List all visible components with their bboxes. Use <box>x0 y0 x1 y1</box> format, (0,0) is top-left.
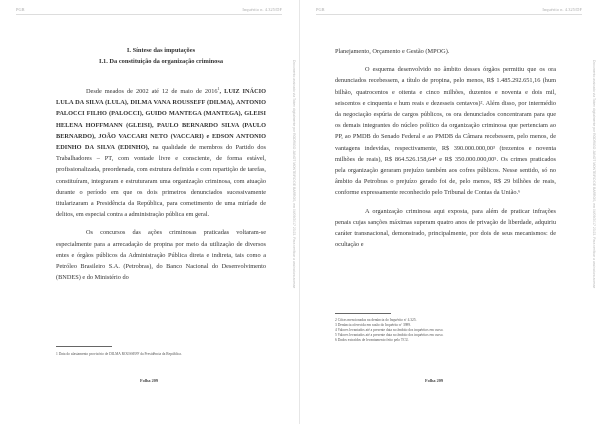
margin-note-text: Documento assinado via Token digitalmente por RODRIGO JANOT MONTEIRO DE BARROS, em 04/09/2017 23:23. Para verificar a assinatura acesse <box>292 60 296 289</box>
header-left: PGR <box>16 7 25 12</box>
paragraph-3: O esquema desenvolvido no âmbito desses órgãos permitiu que os ora denunciados recebessem, a título de propina, pelo menos, R$ 1.485.292.651,16 (hum bilhão, quatrocentos e oitenta e cinco milhões, duzentos e noventa e dois mil, seiscentos e cinquenta e hum reais e dezesseis centavos)². Além disso, por intermédio da negociação espúria de cargos públicos, os ora denunciados concentraram para que os demais integrantes do núcleo político da organização criminosa que pertenciam ao PP, ao PMDB do Senado Federal e ao PMDB da Câmara recebessem, pelo menos, de vantagens indevidas, respectivamente, R$ 390.000.000,00³ (trezentos e noventa milhões de reais), R$ 864.526.158,64⁴ e R$ 350.000.000,00⁵. Os crimes praticados pela organização geraram prejuízo também aos cofres públicos. Nesse sentido, só no âmbito da Petrobras o prejuízo gerado foi de, pelo menos, R$ 29 bilhões de reais, conforme expressamente reconhecido pelo Tribunal de Contas da União.⁶ <box>335 66 556 197</box>
footnote-ref-1[interactable]: 1 <box>217 85 220 91</box>
margin-note <box>287 60 297 360</box>
paragraph-4: A organização criminosa aqui exposta, para além de praticar infrações penais cujas sanções máximas superam quatro anos de privação de liberdade, adquiriu caráter transnacional, demonstrado, principalmente, por dois de seus mecanismos: de ocultação e <box>335 207 556 249</box>
footnotes <box>335 318 555 343</box>
footnote-2: 2 Cifras mencionadas na denúncia do Inquérito nº 4.325. <box>335 318 417 322</box>
section-heading: I. Síntese das imputações <box>126 47 196 54</box>
margin-note-text: Documento assinado via Token digitalmente por RODRIGO JANOT MONTEIRO DE BARROS, em 04/09/2017 23:23. Para verificar a assinatura acesse <box>592 60 596 289</box>
header-right: Inquérito n. 4.325/DF <box>542 7 582 12</box>
header-left: PGR <box>316 7 325 12</box>
footnote-3: 3 Denúncia oferecida em razão do Inquérito nº 3989. <box>335 323 412 327</box>
right-body <box>335 46 556 257</box>
paragraph-1-intro: Desde meados de 2002 até 12 de maio de 2016 <box>86 88 218 95</box>
header-right: Inquérito n. 4.325/DF <box>242 7 282 12</box>
footnote-rule <box>335 313 391 314</box>
paragraph-1-rest: na qualidade de membros do Partido dos Trabalhadores – PT, com vontade livre e consciente, de forma estável, profissionalizada, preordenada, com estrutura definida e com repartição de tarefas, constituíram, integraram e estruturaram uma organização criminosa, com atuação durante o período em que os dois primeiros denunciados sucessivamente titularizaram a Presidência da República, para cometimento de uma miríade de delitos, em especial contra a administração pública em geral. <box>56 144 266 219</box>
subsection-heading: I.1. Da constituição da organização criminosa <box>98 58 224 65</box>
paragraph-2: Os concursos das ações criminosas praticadas voltaram-se especialmente para a arrecadação de propina por meio da utilização de diversos entes e órgãos públicos da Administração Pública direta e indireta, tais como a Petróleo Brasileiro S.A. (Petrobras), do Banco Nacional do Desenvolvimento (BNDES) e do Ministério do <box>56 229 266 282</box>
paragraph-1 <box>56 86 266 220</box>
header-rule <box>16 14 282 15</box>
margin-note <box>587 60 597 360</box>
footnote-rule <box>56 346 112 347</box>
footnote-1: 1 Data do afastamento provisório de DILMA ROUSSEFF da Presidência da República. <box>56 352 182 356</box>
right-page <box>300 0 600 424</box>
page-folio: Folha 209 <box>425 378 444 383</box>
paragraph-continuation: Planejamento, Orçamento e Gestão (MPOG). <box>335 48 450 55</box>
footnote-6: 6 Dados extraídos de levantamento feito pelo TCU. <box>335 338 409 342</box>
footnote-4: 4 Valores levantados até a presente data no âmbito dos inquéritos em curso. <box>335 328 444 332</box>
header-rule <box>316 14 582 15</box>
left-body <box>56 40 266 290</box>
footnote-5: 5 Valores levantados até a presente data no âmbito dos inquéritos em curso. <box>335 333 444 337</box>
page-folio: Folha 209 <box>140 378 159 383</box>
accused-names: , LUIZ INÁCIO LULA DA SILVA (LULA), DILMA VANA ROUSSEFF (DILMA), ANTONIO PALOCCI FILHO (PALOCCI), GUIDO MANTEGA (MANTEGA), GLEISI HELENA HOFFMANN (GLEISI), PAULO BERNARDO SILVA (PAULO BERNARDO), JOÃO VACCARI NETO (VACCARI) e EDSON ANTONIO EDINHO DA SILVA (EDINHO), <box>56 88 266 152</box>
